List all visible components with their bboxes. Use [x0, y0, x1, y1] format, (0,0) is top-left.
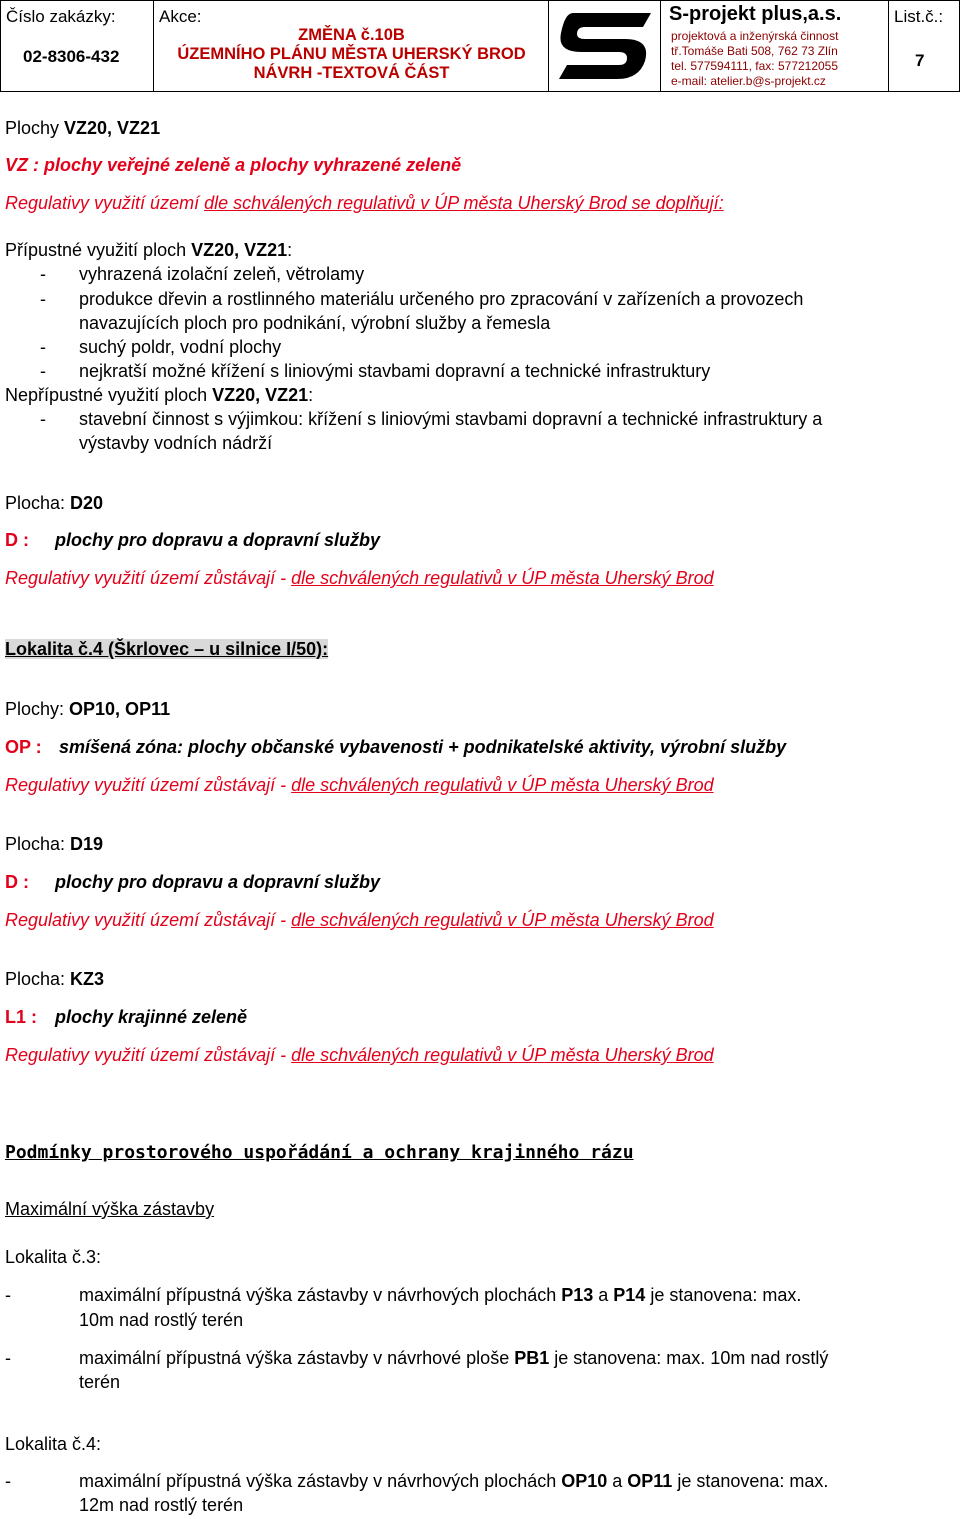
dash: - — [40, 337, 46, 357]
list-item: nejkratší možné křížení s liniovými stavbami dopravní a technické infrastruktury — [79, 361, 711, 381]
project-line2: ÚZEMNÍHO PLÁNU MĚSTA UHERSKÝ BROD — [177, 45, 526, 63]
kz3-regulation — [5, 1044, 714, 1066]
list-item: vyhrazená izolační zeleň, větrolamy — [79, 264, 365, 284]
action-cell — [154, 1, 549, 91]
regulation-prefix: Regulativy využití území zůstávají - — [5, 1045, 292, 1065]
loc3-item1-c: a — [593, 1285, 614, 1305]
order-label: Číslo zakázky: — [6, 7, 116, 26]
loc4-item1-c: a — [607, 1471, 628, 1491]
d20-prefix: Plocha: — [5, 493, 71, 513]
company-logo-icon — [555, 9, 655, 81]
d20-code: D20 — [70, 493, 104, 513]
action-label: Akce: — [159, 7, 202, 26]
d20-title-text: plochy pro dopravu a dopravní služby — [55, 530, 381, 550]
dash: - — [40, 409, 46, 429]
regulation-link: dle schválených regulativů v ÚP města Uherský Brod — [291, 568, 714, 588]
loc3-item2-line2: terén — [79, 1372, 121, 1392]
l1-title: plochy krajinné zeleně — [55, 1007, 248, 1027]
project-line3: NÁVRH -TEXTOVÁ ČÁST — [253, 64, 450, 82]
list-item: navazujících ploch pro podnikání, výrobní služby a řemesla — [79, 313, 551, 333]
regulation-prefix: Regulativy využití území zůstávají - — [5, 910, 292, 930]
vz-regulation-link: dle schválených regulativů v ÚP města Uherský Brod se doplňují: — [204, 193, 724, 213]
op-regulation — [5, 774, 714, 796]
loc3-label: Lokalita č.3: — [5, 1247, 102, 1267]
logo-cell — [549, 1, 661, 91]
loc4-item1-e: je stanovena: max. — [672, 1471, 829, 1491]
forbidden-item-line1: stavební činnost s výjimkou: křížení s liniovými stavbami dopravní a technické infrastruktury a — [79, 409, 823, 429]
loc3-item1-line2: 10m nad rostlý terén — [79, 1310, 244, 1330]
forbidden-item-line2: výstavby vodních nádrží — [79, 433, 273, 453]
project-line1: ZMĚNA č.10B — [298, 26, 405, 44]
vz-heading — [5, 117, 160, 139]
document-header — [0, 0, 960, 92]
loc3-item1-b: P13 — [561, 1285, 594, 1305]
dash: - — [5, 1348, 11, 1368]
forbidden-codes: VZ20, VZ21 — [212, 385, 309, 405]
op-title: smíšená zóna: plochy občanské vybavenosti + podnikatelské aktivity, výrobní služby — [59, 737, 787, 757]
loc3-item2 — [79, 1347, 828, 1369]
company-line4: e-mail: atelier.b@s-projekt.cz — [671, 74, 826, 88]
order-cell — [1, 1, 154, 91]
loc3-item1-e: je stanovena: max. — [645, 1285, 802, 1305]
regulation-prefix: Regulativy využití území zůstávají - — [5, 775, 292, 795]
forbidden-heading — [5, 384, 313, 406]
forbidden-suffix: : — [308, 385, 314, 405]
vz-heading-prefix: Plochy — [5, 118, 65, 138]
kz3-prefix: Plocha: — [5, 969, 71, 989]
d-code: D : — [5, 530, 29, 550]
conditions-heading: Podmínky prostorového uspořádání a ochrany krajinného rázu — [5, 1142, 634, 1163]
vz-title: VZ : plochy veřejné zeleně a plochy vyhrazené zeleně — [5, 155, 462, 175]
loc4-item1-a: maximální přípustná výška zástavby v návrhových plochách — [79, 1471, 562, 1491]
dash: - — [40, 361, 46, 381]
allowed-codes: VZ20, VZ21 — [191, 240, 288, 260]
dash: - — [5, 1471, 11, 1491]
max-height-heading: Maximální výška zástavby — [5, 1199, 215, 1219]
list-item: produkce dřevin a rostlinného materiálu určeného pro zpracování v zařízeních a provozech — [79, 289, 804, 309]
loc3-item2-c: je stanovena: max. 10m nad rostlý — [549, 1348, 829, 1368]
vz-heading-codes: VZ20, VZ21 — [64, 118, 161, 138]
dash: - — [5, 1285, 11, 1305]
loc4-item1 — [79, 1470, 828, 1492]
regulation-prefix: Regulativy využití území zůstávají - — [5, 568, 292, 588]
d20-title — [5, 529, 29, 551]
d19-regulation — [5, 909, 714, 931]
loc3-item2-a: maximální přípustná výška zástavby v návrhové ploše — [79, 1348, 515, 1368]
d20-heading — [5, 492, 103, 514]
company-cell — [661, 1, 889, 91]
regulation-link: dle schválených regulativů v ÚP města Uherský Brod — [291, 1045, 714, 1065]
d20-regulation — [5, 567, 714, 589]
op-prefix: Plochy: — [5, 699, 70, 719]
allowed-prefix: Přípustné využití ploch — [5, 240, 192, 260]
loc4-item1-b: OP10 — [561, 1471, 608, 1491]
company-line2: tř.Tomáše Bati 508, 762 73 Zlín — [671, 44, 838, 58]
d-code: D : — [5, 872, 29, 892]
regulation-link: dle schválených regulativů v ÚP města Uherský Brod — [291, 910, 714, 930]
kz3-code: KZ3 — [70, 969, 105, 989]
d19-prefix: Plocha: — [5, 834, 71, 854]
loc3-item1-d: P14 — [613, 1285, 646, 1305]
kz3-heading — [5, 968, 104, 990]
op-code: OP : — [5, 737, 42, 757]
d19-heading — [5, 833, 103, 855]
op-codes: OP10, OP11 — [69, 699, 171, 719]
loc3-item2-b: PB1 — [514, 1348, 550, 1368]
sheet-label: List.č.: — [894, 7, 944, 26]
loc3-item1 — [79, 1284, 801, 1306]
dash: - — [40, 264, 46, 284]
sheet-number: 7 — [915, 51, 925, 70]
list-item: suchý poldr, vodní plochy — [79, 337, 282, 357]
loc4-item1-d: OP11 — [627, 1471, 673, 1491]
loc4-item1-line2: 12m nad rostlý terén — [79, 1495, 244, 1515]
regulation-link: dle schválených regulativů v ÚP města Uherský Brod — [291, 775, 714, 795]
d19-code: D19 — [70, 834, 104, 854]
vz-regulation-prefix: Regulativy využití území — [5, 193, 205, 213]
op-heading — [5, 698, 170, 720]
allowed-heading — [5, 239, 292, 261]
loc4-label: Lokalita č.4: — [5, 1434, 102, 1454]
sheet-cell — [889, 1, 959, 91]
loc3-item1-a: maximální přípustná výška zástavby v návrhových plochách — [79, 1285, 562, 1305]
d19-title: plochy pro dopravu a dopravní služby — [55, 872, 381, 892]
company-line3: tel. 577594111, fax: 577212055 — [671, 59, 839, 73]
locality4-heading-text: Lokalita č.4 (Škrlovec – u silnice I/50): — [5, 639, 329, 659]
company-line1: projektová a inženýrská činnost — [671, 29, 839, 43]
locality4-heading — [5, 638, 328, 660]
dash: - — [40, 289, 46, 309]
l1-code: L1 : — [5, 1007, 38, 1027]
order-number: 02-8306-432 — [23, 47, 120, 66]
vz-regulation — [5, 192, 724, 214]
company-name: S-projekt plus,a.s. — [669, 3, 842, 25]
allowed-suffix: : — [287, 240, 293, 260]
forbidden-prefix: Nepřípustné využití ploch — [5, 385, 213, 405]
